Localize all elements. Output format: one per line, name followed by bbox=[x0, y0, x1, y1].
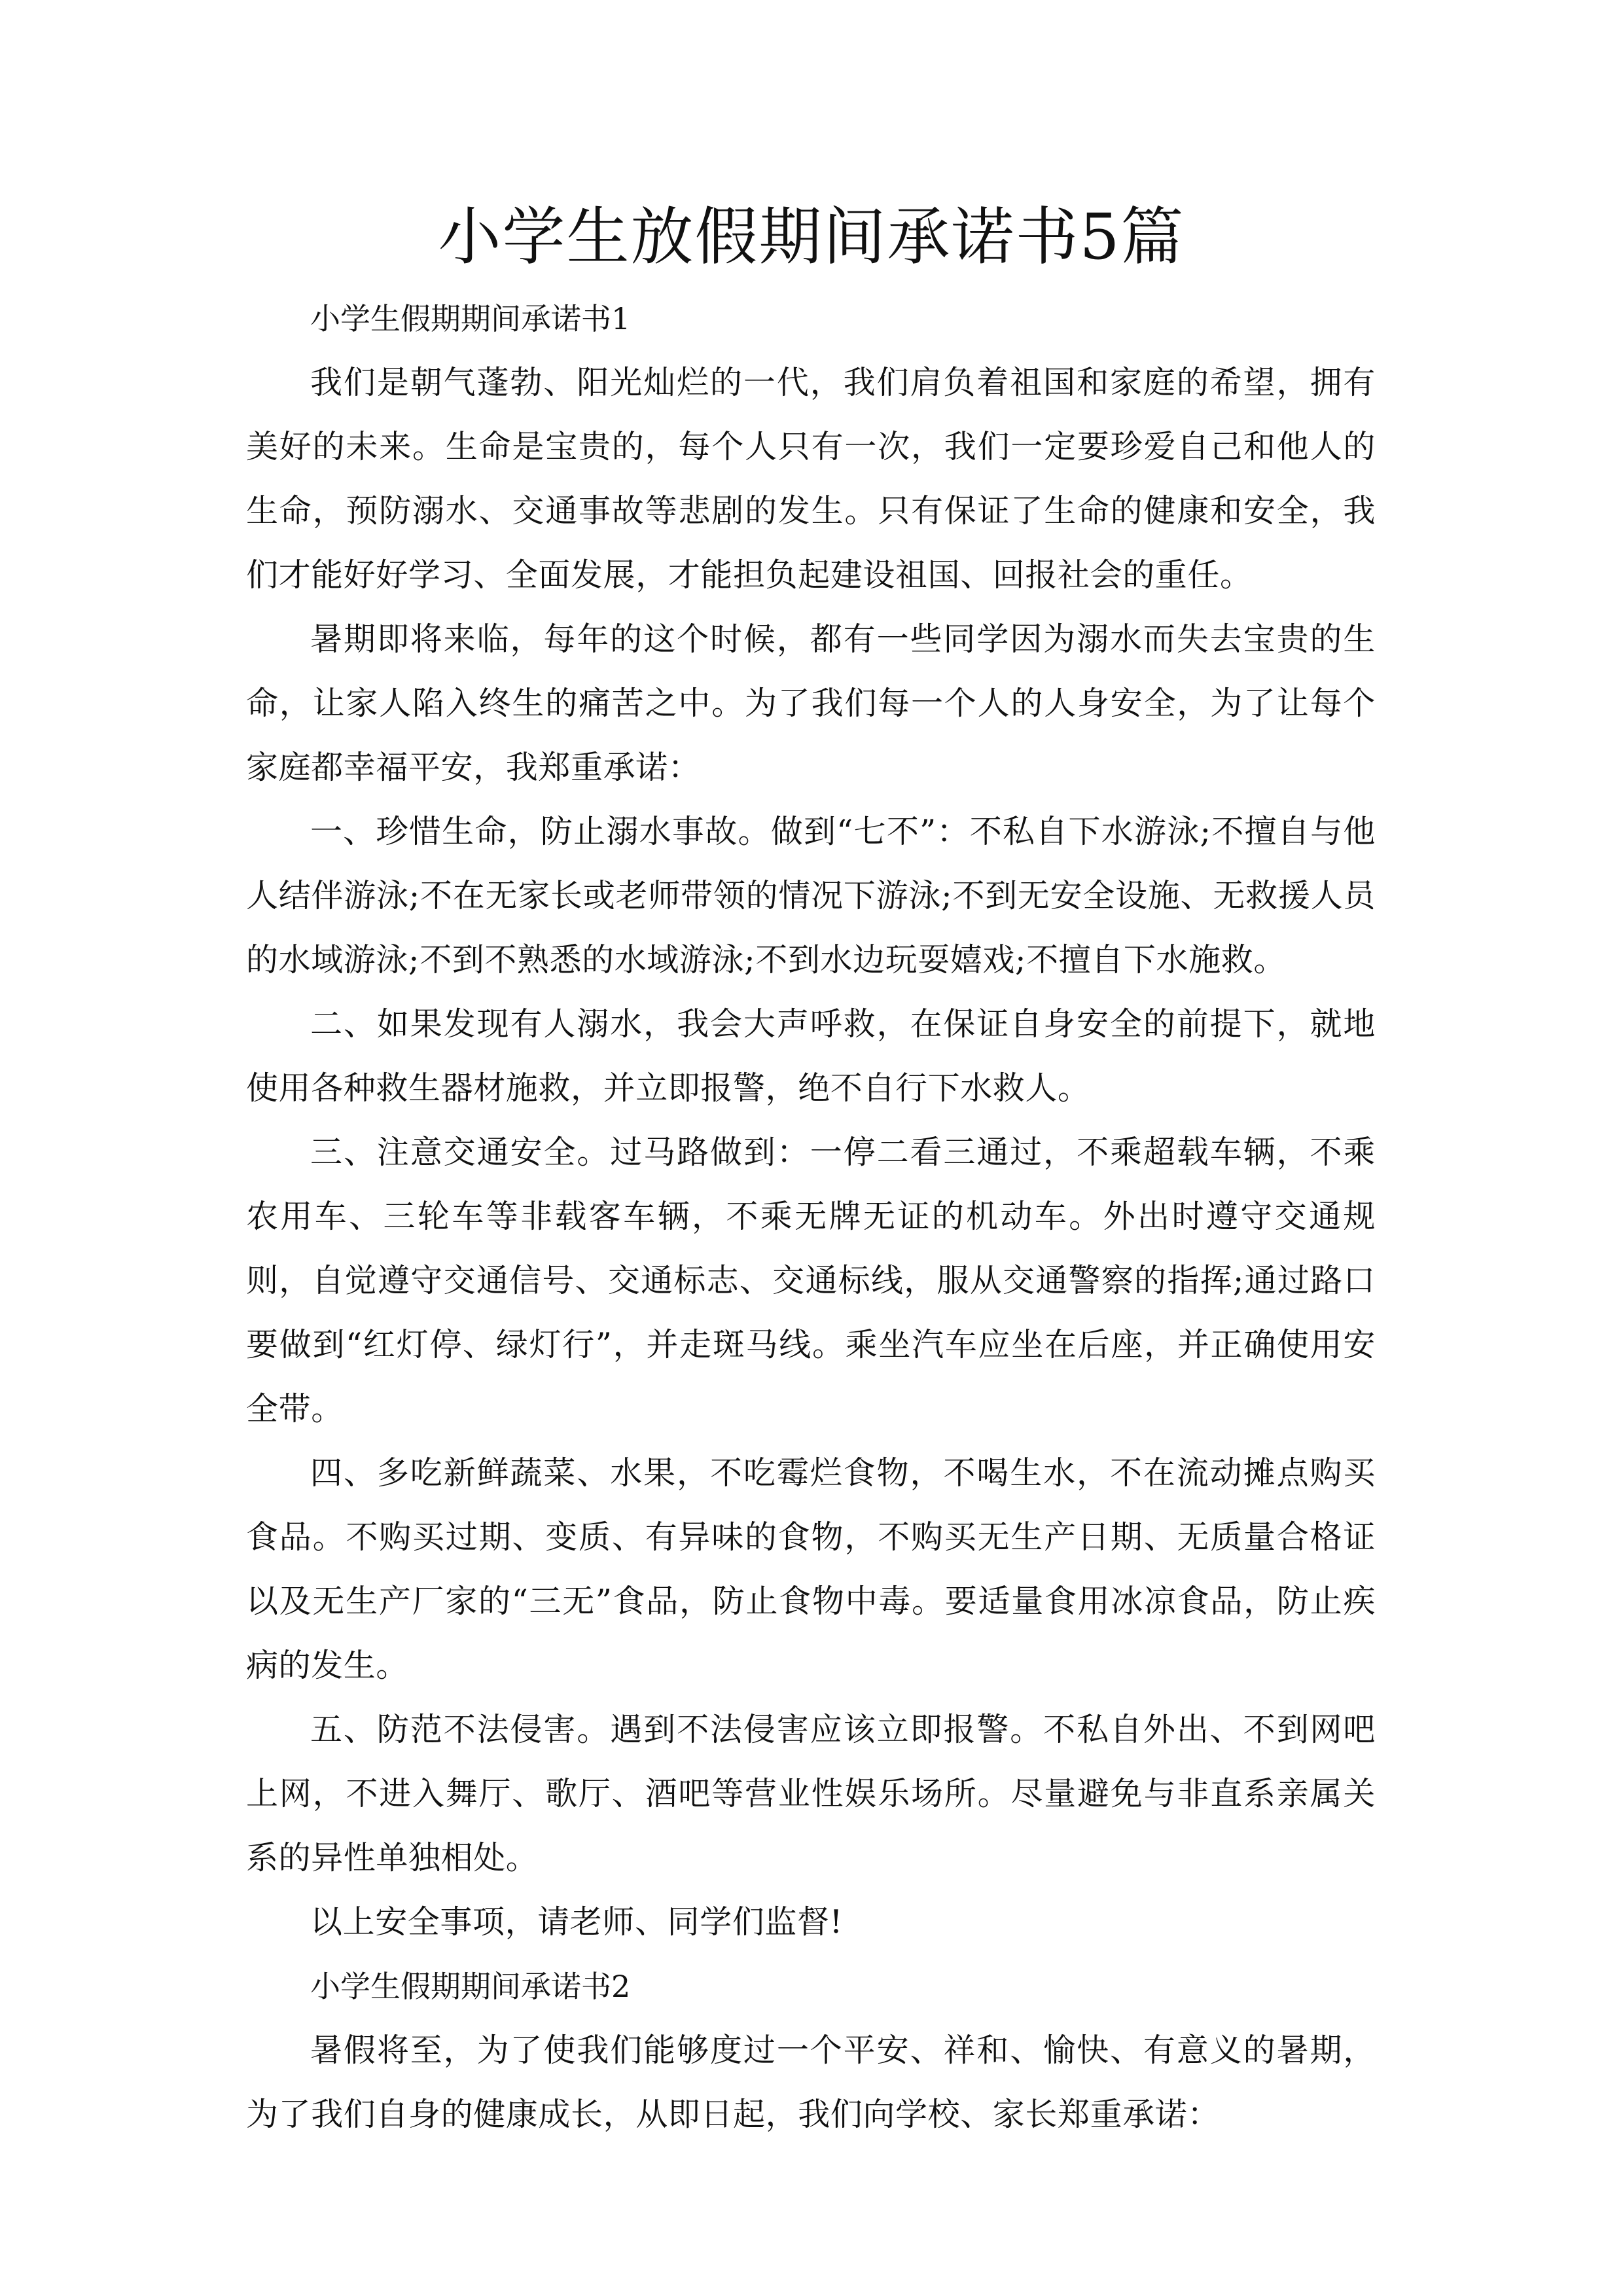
section-heading-2: 小学生假期期间承诺书2 bbox=[310, 1969, 631, 2004]
section-1-paragraph-6: 四、多吃新鲜蔬菜、水果，不吃霉烂食物，不喝生水，不在流动摊点购买食品。不购买过期、变质、有异味的食物，不购买无生产日期、无质量合格证以及无生产厂家的“三无”食品，防止食物中毒。要适量食用冰凉食品，防止疾病的发生。 bbox=[246, 1454, 1376, 1684]
section-1-paragraph-4: 二、如果发现有人溺水，我会大声呼救，在保证自身安全的前提下，就地使用各种救生器材施救，并立即报警，绝不自行下水救人。 bbox=[246, 1005, 1376, 1107]
section-1-paragraph-2: 暑期即将来临，每年的这个时候，都有一些同学因为溺水而失去宝贵的生命，让家人陷入终生的痛苦之中。为了我们每一个人的人身安全，为了让每个家庭都幸福平安，我郑重承诺： bbox=[246, 620, 1376, 786]
section-2-paragraph-1: 暑假将至，为了使我们能够度过一个平安、祥和、愉快、有意义的暑期，为了我们自身的健康成长，从即日起，我们向学校、家长郑重承诺： bbox=[246, 2032, 1376, 2133]
section-heading-1: 小学生假期期间承诺书1 bbox=[310, 301, 631, 336]
section-1-paragraph-5: 三、注意交通安全。过马路做到：一停二看三通过，不乘超载车辆，不乘农用车、三轮车等非载客车辆，不乘无牌无证的机动车。外出时遵守交通规则，自觉遵守交通信号、交通标志、交通标线，服从交通警察的指挥;通过路口要做到“红灯停、绿灯行”，并走斑马线。乘坐汽车应坐在后座，并正确使用安全带。 bbox=[246, 1134, 1376, 1427]
section-1-paragraph-3: 一、珍惜生命，防止溺水事故。做到“七不”：不私自下水游泳;不擅自与他人结伴游泳;不在无家长或老师带领的情况下游泳;不到无安全设施、无救援人员的水域游泳;不到不熟悉的水域游泳;不到水边玩耍嬉戏;不擅自下水施救。 bbox=[246, 813, 1376, 978]
section-1-paragraph-7: 五、防范不法侵害。遇到不法侵害应该立即报警。不私自外出、不到网吧上网，不进入舞厅、歌厅、酒吧等营业性娱乐场所。尽量避免与非直系亲属关系的异性单独相处。 bbox=[246, 1711, 1376, 1876]
document-body bbox=[246, 287, 1376, 2147]
section-1-paragraph-8: 以上安全事项，请老师、同学们监督! bbox=[310, 1903, 843, 1941]
section-1-paragraph-1: 我们是朝气蓬勃、阳光灿烂的一代，我们肩负着祖国和家庭的希望，拥有美好的未来。生命是宝贵的，每个人只有一次，我们一定要珍爱自己和他人的生命，预防溺水、交通事故等悲剧的发生。只有保证了生命的健康和安全，我们才能好好学习、全面发展，才能担负起建设祖国、回报社会的重任。 bbox=[246, 364, 1376, 594]
document-title: 小学生放假期间承诺书5篇 bbox=[438, 200, 1185, 274]
